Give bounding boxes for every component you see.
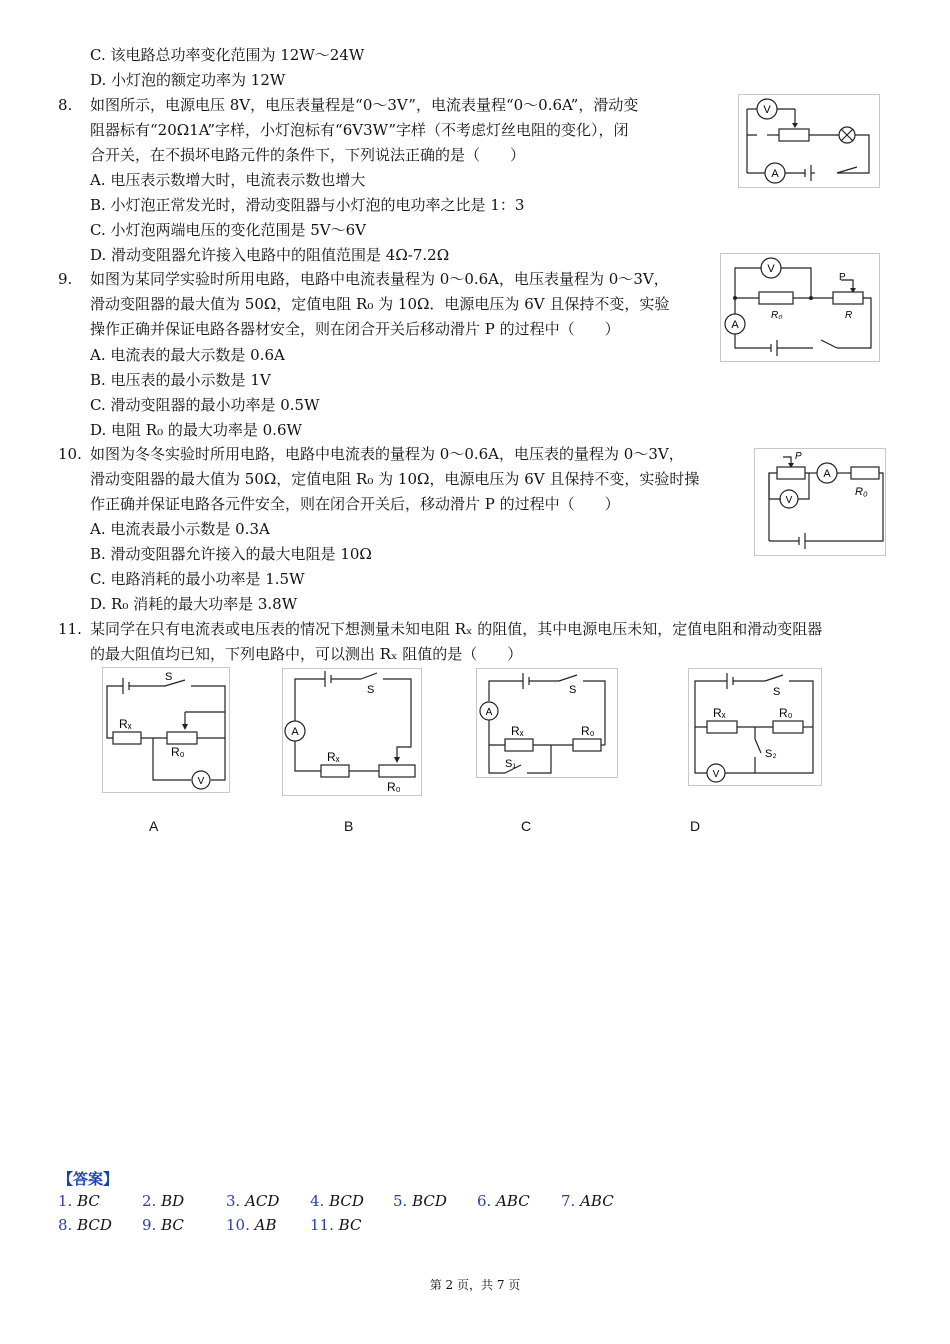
q9-r0-label: R₀ — [771, 310, 783, 321]
answer-item — [142, 1192, 184, 1210]
answer-number: 8. — [58, 1216, 73, 1234]
answer-number: 9. — [142, 1216, 157, 1234]
q11-line-2: 的最大阻值均已知，下列电路中，可以测出 Rₓ 阻值的是（ ） — [90, 645, 523, 663]
q11-label-b: B — [344, 818, 354, 834]
q11-d-voltmeter-label: V — [712, 769, 720, 780]
q9-number: 9. — [58, 270, 73, 288]
q9-option-a: A. 电流表的最大示数是 0.6A — [90, 346, 285, 364]
q11-b-rx-label: Rₓ — [327, 750, 340, 764]
q11-c-rx-label: Rₓ — [511, 724, 524, 738]
answer-item — [310, 1216, 361, 1234]
q11-a-r0-label: R₀ — [171, 745, 185, 759]
q8-line-2: 阻器标有“20Ω1A”字样，小灯泡标有“6V3W”字样（不考虑灯丝电阻的变化），闭 — [90, 121, 629, 139]
answer-item — [477, 1192, 530, 1210]
q11-b-switch-label: S — [367, 684, 375, 696]
q10-ammeter-label: A — [823, 468, 831, 480]
q11-circuit-b — [282, 668, 422, 796]
q9-ammeter-label: A — [731, 319, 739, 331]
q9-option-c: C. 滑动变阻器的最小功率是 0.5W — [90, 396, 320, 414]
answer-number: 5. — [393, 1192, 408, 1210]
answer-value: BCD — [329, 1192, 364, 1210]
q11-circuit-c — [476, 668, 618, 778]
q11-label-c: C — [521, 818, 532, 834]
answer-value: AB — [254, 1216, 277, 1234]
q8-line-1: 如图所示，电源电压 8V，电压表量程是“0～3V”，电流表量程“0～0.6A”，滑动变 — [90, 96, 639, 114]
answer-value: BCD — [412, 1192, 447, 1210]
answer-item — [58, 1216, 112, 1234]
q8-voltmeter-label: V — [763, 104, 771, 116]
answer-item — [142, 1216, 184, 1234]
answer-value: ACD — [245, 1192, 280, 1210]
answer-value: BCD — [77, 1216, 112, 1234]
q10-option-d: D. R₀ 消耗的最大功率是 3.8W — [90, 595, 298, 613]
q11-d-r0-label: R₀ — [779, 706, 793, 720]
q8-line-3: 合开关，在不损坏电路元件的条件下，下列说法正确的是（ ） — [90, 146, 526, 164]
q8-ammeter-label: A — [771, 168, 779, 180]
q11-a-switch-label: S — [165, 671, 173, 683]
q7-option-c: C. 该电路总功率变化范围为 12W～24W — [90, 46, 365, 64]
q11-c-r0-label: R₀ — [581, 724, 595, 738]
answer-item — [310, 1192, 364, 1210]
q8-option-d: D. 滑动变阻器允许接入电路中的阻值范围是 4Ω-7.2Ω — [90, 246, 450, 264]
answer-value: BC — [161, 1216, 184, 1234]
q11-number: 11. — [58, 620, 82, 638]
q9-line-3: 操作正确并保证电路各器材安全，则在闭合开关后移动滑片 P 的过程中（ ） — [90, 320, 620, 338]
q10-option-a: A. 电流表最小示数是 0.3A — [90, 520, 270, 538]
q9-slider-label: P — [839, 272, 846, 283]
q11-c-switch-label: S — [569, 684, 577, 696]
page-footer: 第 2 页，共 7 页 — [429, 1278, 521, 1292]
q9-line-2: 滑动变阻器的最大值为 50Ω，定值电阻 R₀ 为 10Ω．电源电压为 6V 且保持不变，实验 — [90, 295, 670, 313]
answer-number: 11. — [310, 1216, 334, 1234]
q10-number: 10. — [58, 445, 82, 463]
answer-number: 7. — [561, 1192, 576, 1210]
answer-value: BC — [77, 1192, 100, 1210]
answer-item — [58, 1192, 100, 1210]
q11-d-switch-label: S — [773, 686, 781, 698]
q11-d-s2-label: S₂ — [765, 748, 777, 760]
q9-circuit-figure — [720, 253, 880, 362]
q11-circuit-d — [688, 668, 822, 786]
q11-circuit-a — [102, 667, 230, 793]
q10-line-1: 如图为冬冬实验时所用电路，电路中电流表的量程为 0～0.6A，电压表的量程为 0～3V， — [90, 445, 684, 463]
answer-item — [561, 1192, 614, 1210]
q8-circuit-figure — [738, 94, 880, 188]
q8-option-a: A. 电压表示数增大时，电流表示数也增大 — [90, 171, 366, 189]
q10-line-2: 滑动变阻器的最大值为 50Ω，定值电阻 R₀ 为 10Ω，电源电压为 6V 且保持不变，实验时操 — [90, 470, 700, 488]
q10-circuit-figure — [754, 448, 886, 556]
q7-option-d: D. 小灯泡的额定功率为 12W — [90, 71, 286, 89]
answer-item — [226, 1192, 279, 1210]
q8-option-b: B. 小灯泡正常发光时，滑动变阻器与小灯泡的电功率之比是 1：3 — [90, 196, 525, 214]
q9-voltmeter-label: V — [767, 263, 775, 275]
q8-number: 8. — [58, 96, 73, 114]
answer-item — [226, 1216, 277, 1234]
answer-number: 3. — [226, 1192, 241, 1210]
answer-value: BC — [338, 1216, 362, 1234]
q10-line-3: 作正确并保证电路各元件安全，则在闭合开关后，移动滑片 P 的过程中（ ） — [90, 495, 620, 513]
q10-option-b: B. 滑动变阻器允许接入的最大电阻是 10Ω — [90, 545, 372, 563]
q9-line-1: 如图为某同学实验时所用电路，电路中电流表量程为 0～0.6A，电压表量程为 0～3V， — [90, 270, 669, 288]
q11-label-a: A — [149, 818, 159, 834]
q11-b-r0-label: R₀ — [387, 780, 401, 794]
q8-option-c: C. 小灯泡两端电压的变化范围是 5V～6V — [90, 221, 367, 239]
q10-slider-label: P — [795, 451, 802, 462]
q11-b-ammeter-label: A — [291, 726, 299, 738]
answer-number: 6. — [477, 1192, 492, 1210]
answer-value: BD — [161, 1192, 185, 1210]
q10-r0-label: R₀ — [855, 486, 868, 498]
answers-title: 【答案】 — [58, 1170, 119, 1188]
q11-a-voltmeter-label: V — [197, 776, 205, 787]
q11-c-ammeter-label: A — [485, 707, 493, 718]
answer-number: 4. — [310, 1192, 325, 1210]
q11-line-1: 某同学在只有电流表或电压表的情况下想测量未知电阻 Rₓ 的阻值，其中电源电压未知，定值电阻和滑动变阻器 — [90, 620, 823, 638]
q11-label-d: D — [690, 818, 701, 834]
answer-number: 1. — [58, 1192, 73, 1210]
q11-c-s1-label: S₁ — [505, 758, 517, 770]
answer-number: 10. — [226, 1216, 250, 1234]
answer-number: 2. — [142, 1192, 157, 1210]
q9-r-label: R — [845, 310, 853, 321]
q9-option-b: B. 电压表的最小示数是 1V — [90, 371, 271, 389]
q9-option-d: D. 电阻 R₀ 的最大功率是 0.6W — [90, 421, 302, 439]
q10-voltmeter-label: V — [785, 495, 793, 506]
answer-item — [393, 1192, 447, 1210]
answer-value: ABC — [580, 1192, 614, 1210]
answer-value: ABC — [496, 1192, 530, 1210]
q10-option-c: C. 电路消耗的最小功率是 1.5W — [90, 570, 305, 588]
q11-d-rx-label: Rₓ — [713, 706, 726, 720]
q11-a-rx-label: Rₓ — [119, 717, 132, 731]
